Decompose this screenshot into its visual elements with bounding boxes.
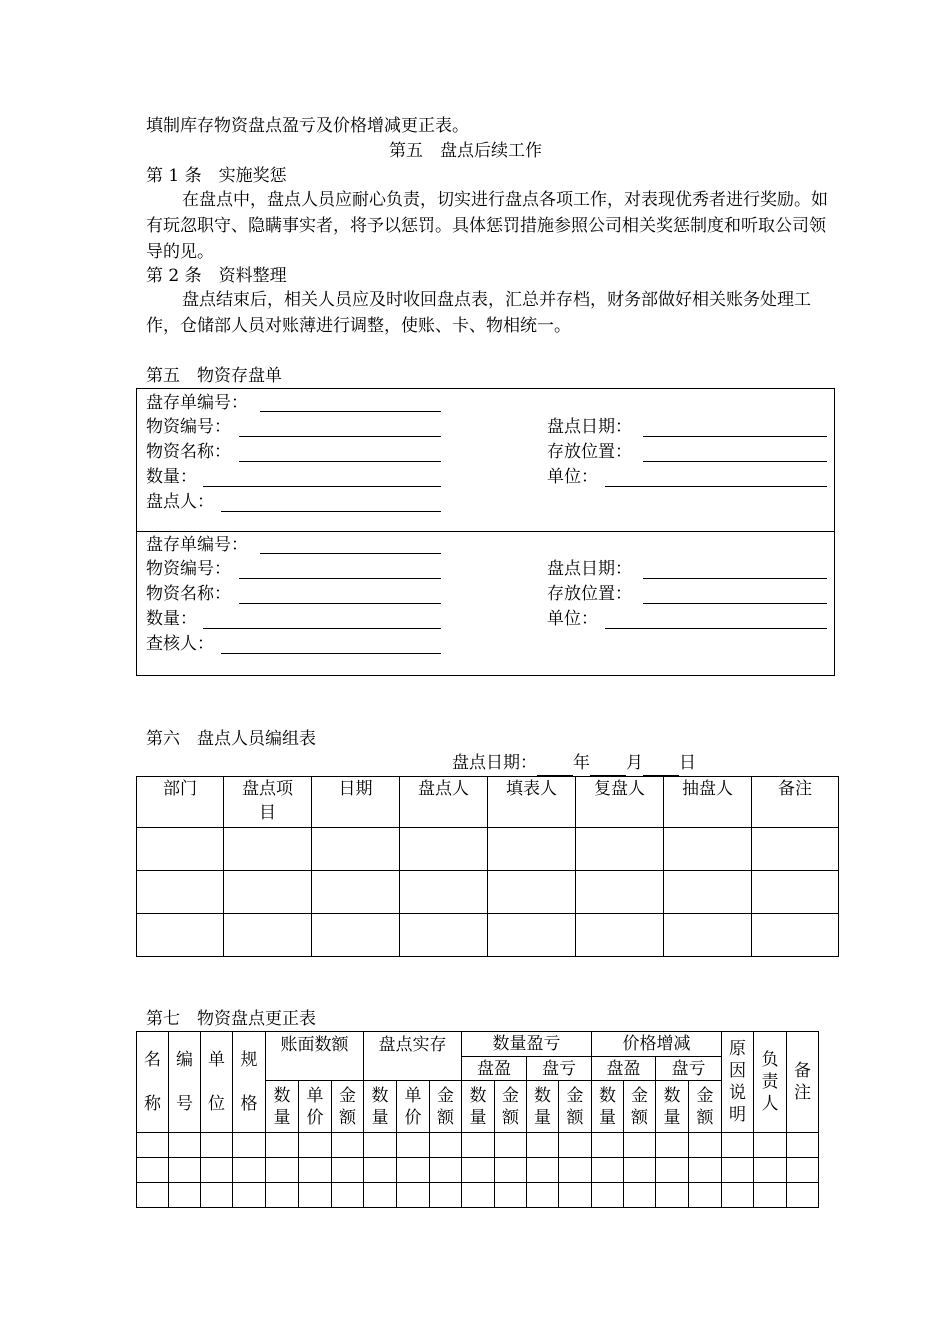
table6-date-label: 盘点日期： [452, 753, 537, 773]
table-row [137, 871, 839, 914]
location-field[interactable] [643, 461, 827, 462]
date-label-2: 盘点日期： [547, 559, 632, 579]
location-field-2[interactable] [643, 603, 827, 604]
header-reason: 原因说明 [722, 1032, 754, 1133]
table6-header-row [137, 777, 839, 828]
cell[interactable] [400, 914, 488, 957]
staff-grouping-table [136, 776, 839, 957]
cell[interactable] [312, 914, 400, 957]
date-field-2[interactable] [643, 578, 827, 579]
header-unit: 单位 [201, 1032, 233, 1133]
header-qty-loss: 盘亏 [527, 1057, 592, 1081]
day-blank[interactable] [643, 751, 679, 776]
cell[interactable] [664, 828, 752, 871]
sub-qty: 数量 [462, 1081, 495, 1133]
year-blank[interactable] [537, 751, 573, 776]
form-title: 第五 物资存盘单 [146, 366, 282, 386]
article2-body: 盘点结束后，相关人员应及时收回盘点表，汇总并存档，财务部做好相关账务处理工作，仓储部人员对账薄进行调整，使账、卡、物相统一。 [146, 290, 811, 336]
item-name-label: 物资名称： [146, 442, 231, 462]
cell[interactable] [137, 871, 224, 914]
checker-field[interactable] [221, 653, 441, 654]
item-name-field-2[interactable] [239, 603, 441, 604]
intro-line: 填制库存物资盘点盈亏及价格增减更正表。 [146, 116, 469, 136]
cell[interactable] [400, 828, 488, 871]
date-label: 盘点日期： [547, 417, 632, 437]
cell[interactable] [224, 828, 312, 871]
month-blank[interactable] [590, 751, 626, 776]
quantity-label-2: 数量： [146, 609, 197, 629]
header-price-surplus: 盘盈 [592, 1057, 656, 1081]
header-actual: 盘点实存 [364, 1032, 462, 1081]
header-price-loss: 盘亏 [656, 1057, 722, 1081]
article1-body: 在盘点中，盘点人员应耐心负责，切实进行盘点各项工作，对表现优秀者进行奖励。如有玩忽职守、隐瞒事实者，将予以惩罚。具体惩罚措施参照公司相关奖惩制度和听取公司领导的见。 [146, 190, 828, 262]
header-book: 账面数额 [266, 1032, 364, 1081]
section5-heading: 第五 盘点后续工作 [389, 141, 542, 161]
item-name-label-2: 物资名称： [146, 584, 231, 604]
cell[interactable] [488, 871, 576, 914]
header-date: 日期 [312, 777, 400, 828]
item-no-label: 物资编号： [146, 417, 231, 437]
date-field[interactable] [643, 436, 827, 437]
month-label: 月 [626, 753, 643, 773]
item-name-field[interactable] [239, 461, 441, 462]
header-spec: 规格 [233, 1032, 266, 1133]
table6-title: 第六 盘点人员编组表 [146, 729, 316, 749]
header-qty-surplus: 盘盈 [462, 1057, 527, 1081]
sub-unit-price: 单价 [299, 1081, 332, 1133]
cell[interactable] [752, 914, 839, 957]
header-dept: 部门 [137, 777, 224, 828]
cell[interactable] [576, 914, 664, 957]
sub-qty: 数量 [527, 1081, 559, 1133]
sub-qty: 数量 [266, 1081, 299, 1133]
table-row [137, 1158, 819, 1183]
table7-title: 第七 物资盘点更正表 [146, 1009, 316, 1029]
header-remark: 备注 [787, 1032, 819, 1133]
cell[interactable] [312, 871, 400, 914]
cell[interactable] [488, 914, 576, 957]
quantity-field-2[interactable] [203, 628, 441, 629]
sub-qty: 数量 [364, 1081, 397, 1133]
cell[interactable] [137, 914, 224, 957]
location-label-2: 存放位置： [547, 584, 632, 604]
header-price-diff: 价格增减 [592, 1032, 722, 1057]
year-label: 年 [573, 753, 590, 773]
article2-title: 第 2 条 资料整理 [146, 266, 287, 286]
header-remark: 备注 [752, 777, 839, 828]
cell[interactable] [137, 828, 224, 871]
cell[interactable] [576, 828, 664, 871]
checker-label: 查核人： [146, 634, 214, 654]
location-label: 存放位置： [547, 442, 632, 462]
table-row [137, 1183, 819, 1208]
sub-amount: 金额 [495, 1081, 527, 1133]
sub-qty: 数量 [592, 1081, 624, 1133]
cell[interactable] [664, 914, 752, 957]
table6-date-line [452, 751, 696, 776]
cell[interactable] [752, 828, 839, 871]
cell[interactable] [224, 871, 312, 914]
header-code: 编号 [169, 1032, 201, 1133]
order-no-label: 盘存单编号： [146, 393, 248, 413]
person-label: 盘点人： [146, 492, 214, 512]
order-no-field-2[interactable] [260, 553, 441, 554]
person-field[interactable] [221, 511, 441, 512]
cell[interactable] [664, 871, 752, 914]
header-name: 名称 [137, 1032, 169, 1133]
sub-amount: 金额 [430, 1081, 462, 1133]
inventory-form [136, 388, 835, 676]
table-row [137, 914, 839, 957]
order-no-field[interactable] [260, 411, 441, 412]
item-no-label-2: 物资编号： [146, 559, 231, 579]
table-row [137, 1133, 819, 1158]
cell[interactable] [576, 871, 664, 914]
sub-amount: 金额 [559, 1081, 592, 1133]
sub-unit-price: 单价 [397, 1081, 430, 1133]
unit-field[interactable] [605, 486, 827, 487]
day-label: 日 [679, 753, 696, 773]
sub-amount: 金额 [332, 1081, 364, 1133]
header-filler: 填表人 [488, 777, 576, 828]
header-spot-checker: 抽盘人 [664, 777, 752, 828]
sub-amount: 金额 [624, 1081, 656, 1133]
item-no-field[interactable] [239, 436, 441, 437]
header-counter: 盘点人 [400, 777, 488, 828]
correction-table [136, 1031, 819, 1208]
cell[interactable] [224, 914, 312, 957]
article1-title: 第 1 条 实施奖惩 [146, 166, 287, 186]
unit-label: 单位： [547, 467, 598, 487]
header-recounter: 复盘人 [576, 777, 664, 828]
sub-qty: 数量 [656, 1081, 689, 1133]
sub-amount: 金额 [689, 1081, 722, 1133]
cell[interactable] [312, 828, 400, 871]
unit-field-2[interactable] [605, 628, 827, 629]
unit-label-2: 单位： [547, 609, 598, 629]
cell[interactable] [488, 828, 576, 871]
order-no-label-2: 盘存单编号： [146, 535, 248, 555]
form-divider [137, 531, 834, 532]
header-qty-diff: 数量盈亏 [462, 1032, 592, 1057]
header-responsible: 负责人 [754, 1032, 787, 1133]
table-row [137, 828, 839, 871]
quantity-label: 数量： [146, 467, 197, 487]
header-item: 盘点项目 [224, 777, 312, 828]
quantity-field[interactable] [203, 486, 441, 487]
cell[interactable] [752, 871, 839, 914]
item-no-field-2[interactable] [239, 578, 441, 579]
cell[interactable] [400, 871, 488, 914]
